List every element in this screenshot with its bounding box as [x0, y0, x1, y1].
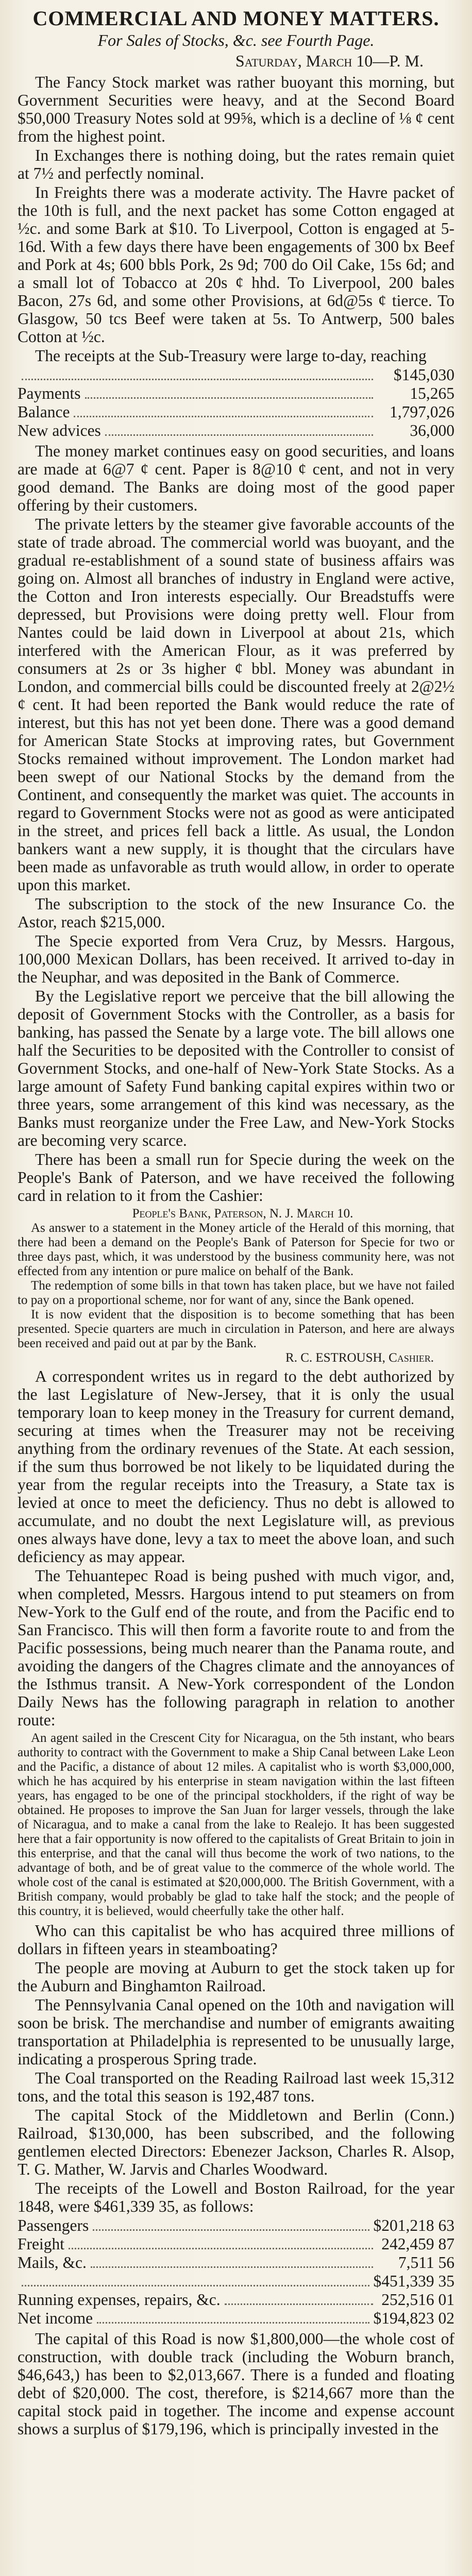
section-subheadline: For Sales of Stocks, &c. see Fourth Page.	[97, 31, 375, 49]
paragraph-freights: In Freights there was a moderate activity. The Havre packet of the 10th is full, and the next packet has some Cotton engaged at ½c. and some Bark at $10. To Liverpool, Cotton is engaged at 5-16d. With a few days there have been engagements of 300 bx Beef and Pork at 4s; 600 bbls Pork, 2s 9d; 700 do Oil Cake, 15s 6d; and a small lot of Tobacco at 20s ¢ hhd. To Liverpool, 200 bales Bacon, 27s 6d, and some other Provisions, at 6d@5s ¢ tierce. To Glasgow, 50 tcs Beef were taken at 5s. To Antwerp, 500 bales Cotton at ½c.	[18, 183, 454, 346]
dotted-leader	[91, 2266, 373, 2268]
sub-treasury-table	[18, 366, 454, 440]
ledger-row	[18, 2272, 454, 2291]
ledger-label: Net income	[18, 2309, 93, 2327]
daily-news-quote	[18, 1731, 454, 1919]
paragraph-private-letters: The private letters by the steamer give favorable accounts of the state of trade abroad. The commercial world was buoyant, and the gradual re-establishment of a sound state of business affairs was going on. Almost all branches of industry in England were active, the Cotton and Iron interests especially. Our Breadstuffs were depressed, but Provisions were doing pretty well. Flour from Nantes could be laid down in Liverpool at about 21s, which interfered with the American Flour, as it was preferred by consumers at 2s or 3s higher ¢ bbl. Money was abundant in London, and commercial bills could be discounted freely at 2@2½ ¢ cent. It had been reported the Bank would reduce the rate of interest, but this has not yet been done. There was a good demand for American State Stocks at improving rates, but Government Stocks remained without improvement. The London market had been swept of our National Stocks by the demand from the Continent, and consequently the market was quiet. The accounts in regard to Government Stocks were not as good as were anticipated in the street, and prices fell back a little. As usual, the London bankers want a new supply, it is thought that the circulars have been made as unfavorable as truth would allow, in order to operate upon this market.	[18, 515, 454, 894]
paragraph-stock-market: The Fancy Stock market was rather buoyant this morning, but Government Securities were heavy, and at the Second Board $50,000 Treasury Notes sold at 99⅝, which is a decline of ⅛ ¢ cent from the highest point.	[18, 73, 454, 145]
card-body: As answer to a statement in the Money article of the Herald of this morning, that there had been a demand on the People's Bank of Paterson for Specie for two or three days past, which, it was understood by the business community here, was not effected from any intention or pure malice on behalf of the Bank.	[18, 1221, 454, 1278]
lowell-receipts-table	[18, 2216, 454, 2328]
article-body-late	[18, 1922, 454, 2215]
ledger-row	[18, 421, 454, 440]
paragraph-middletown-berlin: The capital Stock of the Middletown and Berlin (Conn.) Railroad, $130,000, has been subscribed, and the following gentlemen elected Directors: Ebenezer Jackson, Charles R. Alsop, T. G. Mather, W. Jarvis and Charles Woodward.	[18, 2106, 454, 2178]
paragraph-road-capital: The capital of this Road is now $1,800,000—the whole cost of construction, with double track (including the Woburn branch, $46,643,) has been to $2,013,667. There is a funded and floating debt of $20,000. The cost, therefore, is $214,667 more than the capital stock paid in together. The income and expense account shows a surplus of $179,196, which is principally invested in the	[18, 2330, 454, 2438]
paragraph-pennsylvania-canal: The Pennsylvania Canal opened on the 10th and navigation will soon be brisk. The merchandise and number of emigrants awaiting transportation at Philadelphia is represented to be unusually large, indicating a prosperous Spring trade.	[18, 1996, 454, 2068]
ledger-amount: $145,030	[393, 366, 454, 384]
ledger-amount: 7,511 56	[398, 2253, 454, 2272]
ledger-row	[18, 403, 454, 421]
ledger-row	[18, 384, 454, 403]
ledger-label: Balance	[18, 403, 70, 421]
dateline: Saturday, March 10—P. M.	[235, 52, 424, 70]
paragraph-reading-coal: The Coal transported on the Reading Railroad last week 15,312 tons, and the total this season is 192,487 tons.	[18, 2069, 454, 2105]
article-body-middle	[18, 1367, 454, 1729]
section-headline: COMMERCIAL AND MONEY MATTERS.	[32, 7, 440, 30]
paragraph-lowell-receipts: The receipts of the Lowell and Boston Railroad, for the year 1848, were $461,339 35, as follows:	[18, 2179, 454, 2215]
dotted-leader	[22, 2285, 369, 2286]
ledger-label: Passengers	[18, 2216, 89, 2234]
paragraph-insurance-subscription: The subscription to the stock of the new Insurance Co. the Astor, reach $215,000.	[18, 895, 454, 931]
paragraph-new-jersey-debt: A correspondent writes us in regard to the debt authorized by the last Legislature of New-Jersey, that it is only the usual temporary loan to keep money in the Treasury for current demand, securing at times when the Treasurer may not be receiving anything from the ordinary revenues of the State. At each session, if the sum thus borrowed be not likely to be liquidated during the year from the regular receipts into the Treasury, a State tax is levied at once to meet the deficiency. Thus no debt is allowed to accumulate, and no doubt the next Legislature will, as previous ones always have done, levy a tax to meet the above loan, and such deficiency as may appear.	[18, 1367, 454, 1566]
paragraph-paterson-run: There has been a small run for Specie during the week on the People's Bank of Paterson, and we have received the following card in relation to it from the Cashier:	[18, 1150, 454, 1205]
ledger-row	[18, 2253, 454, 2272]
paragraph-sub-treasury: The receipts at the Sub-Treasury were large to-day, reaching	[35, 347, 427, 365]
ledger-amount: 252,516 01	[381, 2291, 454, 2309]
paragraph-money-market: The money market continues easy on good securities, and loans are made at 6@7 ¢ cent. Paper is 8@10 ¢ cent, and not in very good demand. The Banks are doing most of the good paper offering by their customers.	[18, 442, 454, 514]
card-signature: R. C. ESTROUSH, Cashier.	[285, 1351, 434, 1365]
article-body-end	[18, 2330, 454, 2438]
dotted-leader	[22, 379, 373, 380]
ledger-row	[18, 2309, 454, 2328]
dotted-leader	[225, 2303, 373, 2305]
paragraph-specie-vera-cruz: The Specie exported from Vera Cruz, by Messrs. Hargous, 100,000 Mexican Dollars, has been received. It arrived to-day in the Neuphar, and was deposited in the Bank of Commerce.	[18, 932, 454, 986]
ledger-label: Mails, &c.	[18, 2253, 87, 2272]
article-body-continued	[18, 442, 454, 1205]
quote-body: An agent sailed in the Crescent City for Nicaragua, on the 5th instant, who bears authority to contract with the Government to make a Ship Canal between Lake Leon and the Pacific, a distance of about 12 miles. A capitalist who is worth $3,000,000, which he has acquired by his enterprise in steam navigation within the last fifteen years, has engaged to be one of the principal stockholders, if the right of way be obtained. He proposes to improve the San Juan for larger vessels, through the lake of Nicaragua, and to make a canal from the lake to Realejo. It has been suggested here that a fair opportunity is now offered to the capitalists of Great Britain to join in this enterprise, and that the canal will thus become the work of two nations, to the advantage of both, and be of great value to the commerce of the whole world. The whole cost of the canal is estimated at $20,000,000. The British Government, with a British company, would probably be glad to take half the stock; and the people of this country, it is believed, would cheerfully take the other half.	[18, 1731, 454, 1918]
dotted-leader	[93, 2229, 369, 2231]
paragraph-legislative-report: By the Legislative report we perceive that the bill allowing the deposit of Government Stocks with the Controller, as a basis for banking, has passed the Senate by a large vote. The bill allows one half the Securities to be deposited with the Controller to consist of Government Stocks, and one-half of New-York State Stocks. As a large amount of Safety Fund banking capital expires within two or three years, some arrangement of this kind was necessary, as the Banks must reorganize under the Free Law, and New-York Stocks are becoming very scarce.	[18, 987, 454, 1149]
dotted-leader	[69, 2248, 373, 2249]
dotted-leader	[85, 397, 374, 399]
card-heading: People's Bank, Paterson, N. J. March 10.	[132, 1207, 353, 1221]
ledger-row	[18, 2291, 454, 2309]
paragraph-capitalist: Who can this capitalist be who has acquired three millions of dollars in fifteen years in steamboating?	[18, 1922, 454, 1958]
card-body-3: It is now evident that the disposition is to become something that has been presented. Specie quarters are much in circulation in Paterson, and here are always been received and paid out at par by the Bank.	[18, 1308, 454, 1350]
ledger-row	[18, 2216, 454, 2235]
dotted-leader	[97, 2322, 369, 2324]
ledger-row	[18, 366, 454, 384]
ledger-amount: 36,000	[410, 421, 454, 439]
dotted-leader	[105, 434, 373, 436]
ledger-label: Running expenses, repairs, &c.	[18, 2291, 221, 2309]
ledger-amount: 242,459 87	[381, 2235, 454, 2253]
card-body-2: The redemption of some bills in that town has taken place, but we have not failed to pay on a proportional scheme, nor for want of any, since the Bank opened.	[18, 1279, 454, 1307]
paragraph-tehuantepec: The Tehuantepec Road is being pushed with much vigor, and, when completed, Messrs. Hargous intend to put steamers on from New-York to the Gulf end of the route, and from the Pacific end to San Francisco. This will then form a favorite route to and from the Pacific possessions, being much nearer than the Panama route, and avoiding the dangers of the Chagres climate and the annoyances of the Isthmus transit. A New-York correspondent of the London Daily News has the following paragraph in relation to another route:	[18, 1567, 454, 1729]
ledger-label: Freight	[18, 2235, 64, 2253]
ledger-label: New advices	[18, 421, 101, 439]
ledger-amount: $201,218 63	[373, 2216, 454, 2234]
cashier-card	[18, 1207, 454, 1365]
ledger-amount: $194,823 02	[373, 2309, 454, 2327]
ledger-amount: $451,339 35	[373, 2272, 454, 2290]
ledger-amount: 1,797,026	[390, 403, 454, 421]
paragraph-auburn: The people are moving at Auburn to get the stock taken up for the Auburn and Binghamton Railroad.	[18, 1959, 454, 1995]
dotted-leader	[74, 416, 373, 417]
ledger-label: Payments	[18, 384, 81, 402]
ledger-amount: 15,265	[410, 384, 454, 402]
ledger-row	[18, 2235, 454, 2253]
article-body	[18, 73, 454, 365]
paragraph-exchanges: In Exchanges there is nothing doing, but the rates remain quiet at 7½ and perfectly nominal.	[18, 146, 454, 182]
